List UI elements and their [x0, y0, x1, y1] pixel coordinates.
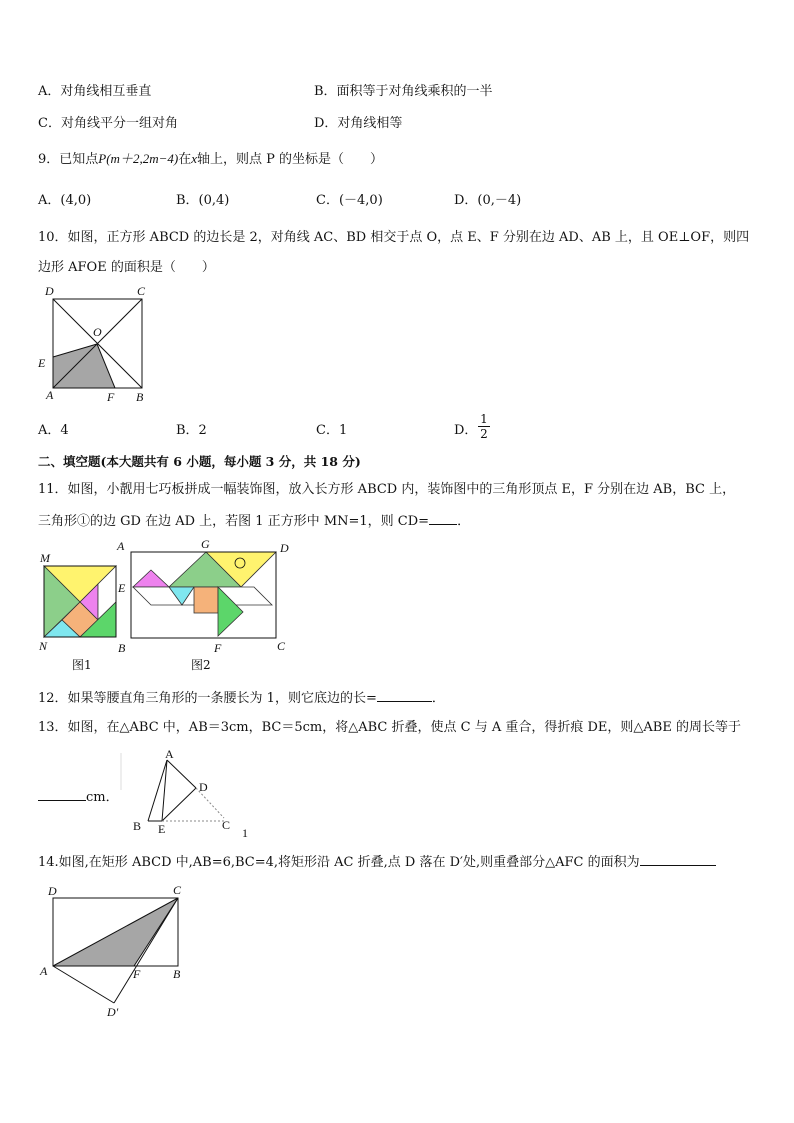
q11-fig2-label-d: D	[280, 541, 289, 555]
q10-option-b: B．2	[176, 423, 207, 438]
q11-stem-line1: 11．如图，小靓用七巧板拼成一幅装饰图，放入长方形 ABCD 内，装饰图中的三角形顶点 E，F 分别在边 AB，BC 上，	[38, 482, 736, 497]
q11-fig1-caption: 图1	[72, 658, 92, 672]
q10-stem-line1: 10．如图，正方形 ABCD 的边长是 2，对角线 AC、BD 相交于点 O，点 E、F 分别在边 AD、AB 上，且 OE⊥OF，则四	[38, 230, 750, 245]
q10-option-c: C．1	[316, 423, 348, 438]
q8-option-c: C．对角线平分一组对角	[38, 116, 178, 131]
q13-stem: 13．如图，在△ABC 中，AB＝3cm，BC＝5cm，将△ABC 折叠，使点 C 与 A 重合，得折痕 DE，则△ABE 的周长等于	[38, 720, 741, 735]
q10-fraction-numerator: 1	[480, 412, 488, 426]
q10-label-o: O	[93, 325, 102, 339]
q10-label-a: A	[46, 388, 54, 402]
q10-label-b: B	[136, 390, 144, 404]
q14-stem: 14.如图,在矩形 ABCD 中,AB=6,BC=4,将矩形沿 AC 折叠,点 D 落在 D′处,则重叠部分△AFC 的面积为	[38, 852, 716, 872]
q11-fig1-label-n: N	[39, 639, 48, 653]
q10-label-d: D	[45, 284, 54, 298]
q14-shaded-triangle	[53, 898, 178, 966]
q9-option-b: B．(0,4)	[176, 193, 230, 208]
q11-fig1-label-m: M	[40, 551, 50, 565]
q12-stem: 12．如果等腰直角三角形的一条腰长为 1，则它底边的长= ．	[38, 688, 445, 708]
q13-label-c: C	[222, 818, 231, 832]
q14-label-d: D	[48, 884, 57, 898]
q11-fig2-label-f: F	[214, 641, 222, 655]
q13-answer-line: cm．	[38, 787, 119, 807]
q11-fig2-label-a: A	[117, 539, 125, 553]
q11-fig2-label-e: E	[118, 581, 126, 595]
q9-option-d: D．(0,－4)	[454, 193, 522, 208]
q11-fig2-caption: 图2	[191, 658, 211, 672]
q9-option-a: A．(4,0)	[38, 193, 92, 208]
q9-stem: 9．已知点P(m＋2,2m−4)在x轴上，则点 P 的坐标是（ ）	[38, 151, 383, 167]
q13-label-d: D	[199, 780, 208, 794]
q8-option-a: A．对角线相互垂直	[38, 84, 152, 99]
q14-label-f: F	[133, 967, 141, 981]
section2-heading: 二、填空题(本大题共有 6 小题，每小题 3 分，共 18 分)	[38, 454, 361, 469]
q8-option-d: D．对角线相等	[314, 116, 403, 131]
q10-fraction-denominator: 2	[478, 426, 490, 441]
q13-label-e: E	[158, 822, 166, 836]
q14-label-b: B	[173, 967, 181, 981]
q10-label-c: C	[137, 284, 146, 298]
q11-fig1-label-b: B	[118, 641, 126, 655]
q11-stem-line2: 三角形①的边 GD 在边 AD 上，若图 1 正方形中 MN=1，则 CD= ．	[38, 511, 470, 531]
q10-stem-line2: 边形 AFOE 的面积是（ ）	[38, 260, 215, 275]
q10-label-f: F	[107, 390, 115, 404]
q13-label-a: A	[165, 747, 174, 761]
q10-label-e: E	[38, 356, 46, 370]
q11-fig2-label-g: G	[201, 537, 210, 551]
q14-label-dprime: D′	[107, 1005, 119, 1019]
q13-label-stray: 1	[242, 826, 248, 840]
q10-option-a: A．4	[38, 423, 69, 438]
q8-option-b: B．面积等于对角线乘积的一半	[314, 84, 493, 99]
q13-label-b: B	[133, 819, 142, 833]
q11-fig2-label-c: C	[277, 639, 286, 653]
q14-label-a: A	[40, 964, 48, 978]
q10-option-d-prefix: D．	[454, 423, 478, 438]
q9-option-c: C．(－4,0)	[316, 193, 383, 208]
q14-label-c: C	[173, 883, 182, 897]
